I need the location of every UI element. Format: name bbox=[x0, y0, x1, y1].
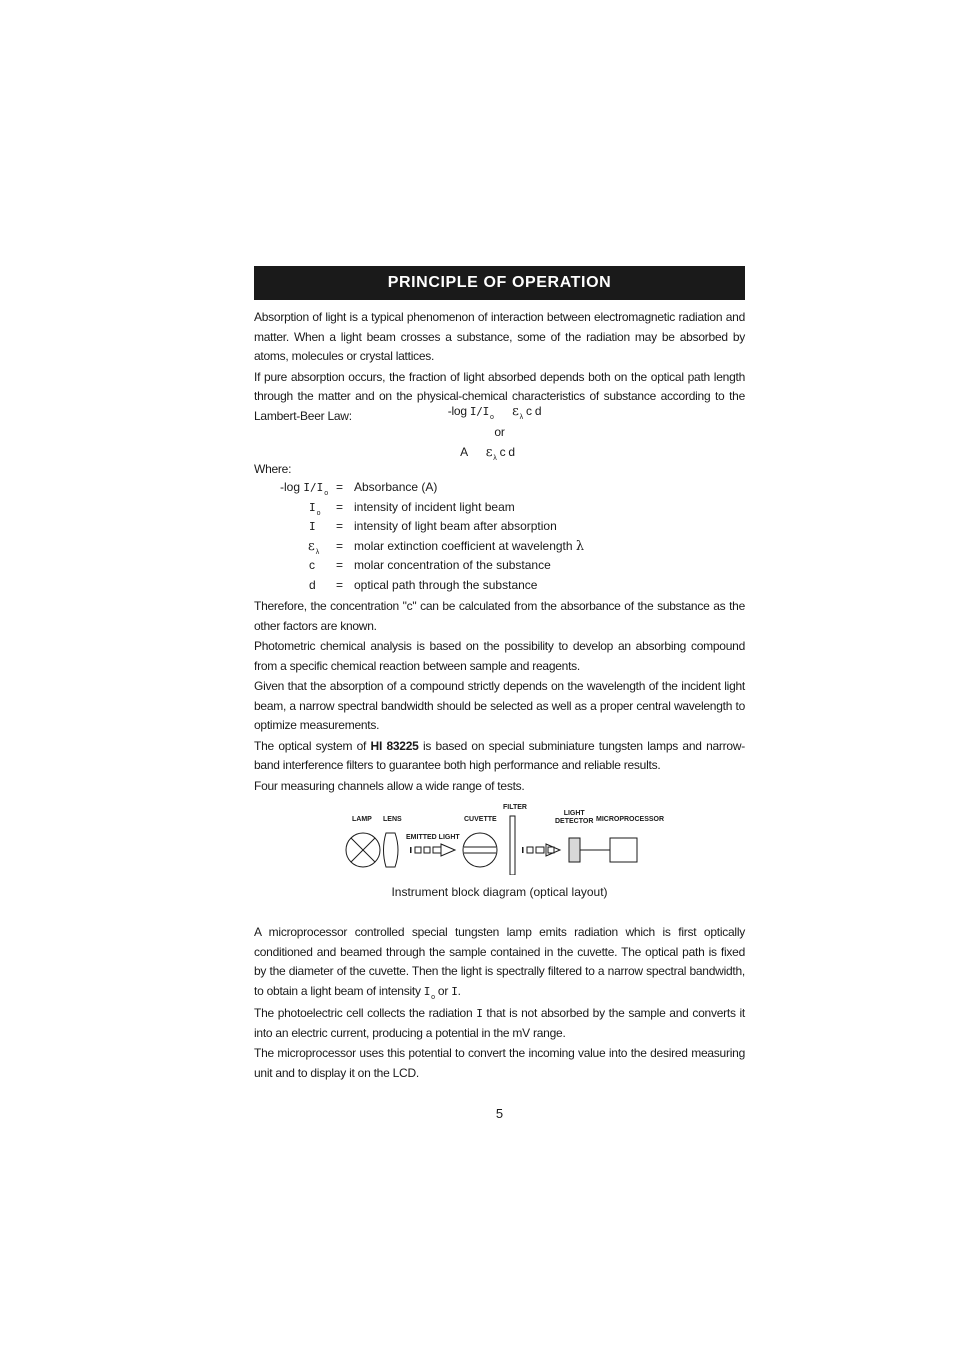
lamp-icon bbox=[346, 833, 380, 867]
lambert-beer-formula bbox=[254, 402, 745, 466]
section-title: PRINCIPLE OF OPERATION bbox=[387, 274, 612, 291]
label-lens: LENS bbox=[383, 816, 402, 823]
paragraph: Therefore, the concentration "c" can be calculated from the absorbance of the substance as the other factors are known. bbox=[254, 599, 745, 633]
light-beam-icon bbox=[410, 844, 455, 856]
microprocessor-icon bbox=[610, 838, 637, 862]
label-microprocessor: MICROPROCESSOR bbox=[596, 816, 665, 823]
paragraph: Given that the absorption of a compound strictly depends on the wavelength of the incident light beam, a narrow spectral bandwidth should be selected as well as a proper central wavelength to optimize measurements. bbox=[254, 679, 745, 732]
lens-icon bbox=[384, 833, 399, 867]
definition-row: $\varepsilon_\lambda$ = molar extinction coefficient at wavelength λ bbox=[254, 537, 745, 557]
formula-line-2: A $\varepsilon_\lambda$ c d bbox=[460, 445, 515, 462]
term: $I_o$ bbox=[309, 500, 321, 517]
label-cuvette: CUVETTE bbox=[464, 816, 497, 823]
definition-row: c = molar concentration of the substance bbox=[254, 556, 745, 576]
model-name: HI 83225 bbox=[370, 738, 419, 753]
term: I bbox=[309, 520, 316, 533]
label-lamp: LAMP bbox=[352, 816, 372, 823]
cuvette-icon bbox=[463, 833, 497, 867]
diagram-caption: Instrument block diagram (optical layout) bbox=[391, 885, 608, 899]
definitions-table bbox=[254, 478, 745, 595]
definition-row: I = intensity of light beam after absorption bbox=[254, 517, 745, 537]
paragraph: The microprocessor uses this potential to convert the incoming value into the desired measuring unit and to display it on the LCD. bbox=[254, 1046, 745, 1080]
label-light-detector: LIGHT DETECTOR bbox=[555, 810, 594, 825]
paragraph: The optical system of HI 83225 is based on special subminiature tungsten lamps and narrow-band interference filters to guarantee both high performance and reliable results. bbox=[254, 738, 746, 772]
formula-or: or bbox=[494, 424, 505, 439]
term: c bbox=[309, 558, 315, 572]
paragraph: The photoelectric cell collects the radiation I that is not absorbed by the sample and converts it into an electric current, producing a potential in the mV range. bbox=[254, 1006, 745, 1040]
where-label: Where: bbox=[254, 462, 292, 476]
filter-icon bbox=[510, 816, 515, 875]
term: -log $I/I_o$ bbox=[280, 480, 329, 497]
formula-line-1: -log $I/I_o$ $\varepsilon_\lambda$ c d bbox=[447, 404, 542, 421]
paragraph: If pure absorption occurs, the fraction of light absorbed depends both on the optical path length through the matter and on the physical-chemical characteristics of substance according to the Lambert-Beer Law: bbox=[254, 369, 745, 423]
paragraph: Four measuring channels allow a wide range of tests. bbox=[254, 778, 525, 793]
filtered-beam-icon bbox=[522, 844, 560, 856]
label-filter: FILTER bbox=[503, 804, 527, 811]
definition-row: -log $I/I_o$ = Absorbance (A) bbox=[254, 478, 745, 498]
optical-block-diagram bbox=[340, 800, 670, 875]
diagram-drawing bbox=[340, 800, 670, 875]
paragraph: Photometric chemical analysis is based on the possibility to develop an absorbing compound from a specific chemical reaction between sample and reagents. bbox=[254, 639, 745, 673]
term: d bbox=[309, 577, 316, 592]
definition-row: d = optical path through the substance bbox=[254, 576, 745, 596]
section-header bbox=[254, 266, 745, 300]
term: $\varepsilon_\lambda$ bbox=[308, 538, 320, 556]
paragraph: A microprocessor controlled special tungsten lamp emits radiation which is first optically conditioned and beamed through the sample contained in the cuvette. The optical path is fixed by the diameter of the cuvette. Then the light is spectrally filtered to a narrow spectral bandwidth, to obtain a light beam of intensity $I_o$ or I. bbox=[254, 925, 745, 1001]
description-text bbox=[254, 923, 745, 1084]
page-number: 5 bbox=[495, 1106, 504, 1121]
body-text bbox=[254, 597, 745, 797]
paragraph: Absorption of light is a typical phenomenon of interaction between electromagnetic radiation and matter. When a light beam crosses a substance, some of the radiation may be absorbed by atoms, molecules or crystal lattices. bbox=[254, 310, 745, 363]
light-detector-icon bbox=[569, 838, 610, 862]
definition-row: $I_o$ = intensity of incident light beam bbox=[254, 498, 745, 518]
label-emitted-light: EMITTED LIGHT bbox=[406, 834, 460, 841]
